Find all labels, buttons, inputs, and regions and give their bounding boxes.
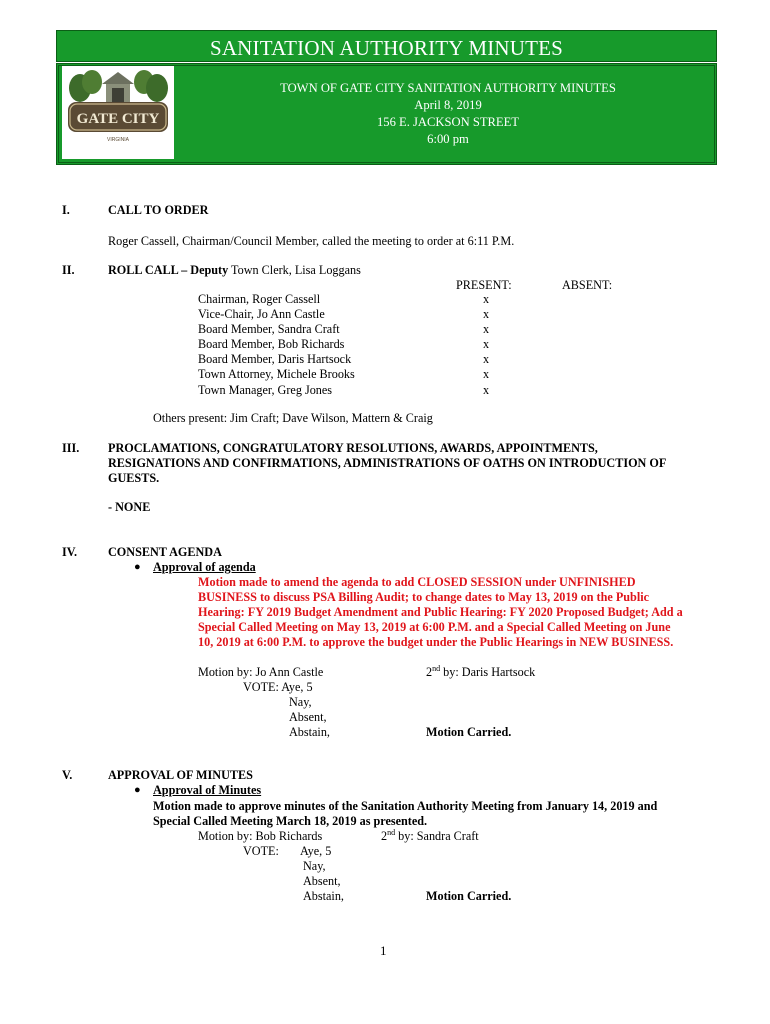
motion-line: Special Called Meeting March 18, 2019 as presented. — [153, 814, 428, 829]
present-mark: x — [483, 292, 490, 306]
vote-label: VOTE: — [243, 844, 279, 858]
motion-by: Motion by: Bob Richards — [198, 829, 323, 843]
bullet-icon: ● — [134, 561, 141, 573]
proclamations-heading — [108, 441, 666, 486]
meeting-time: 6:00 pm — [427, 132, 469, 146]
present-mark: x — [483, 382, 490, 397]
section-number: I. — [62, 203, 70, 217]
vote-nay: Nay, — [303, 859, 326, 873]
agenda-item: Approval of agenda — [153, 560, 256, 574]
section-number: V. — [62, 768, 73, 782]
vote-absent: Absent, — [289, 710, 327, 724]
member-name: Vice-Chair, Jo Ann Castle — [198, 307, 325, 322]
motion-line: Special Called Meeting on May 13, 2019 at 6:00 P.M. and a Special Called Meeting on June — [198, 620, 671, 635]
section-number: III. — [62, 441, 80, 455]
section-heading: APPROVAL OF MINUTES — [108, 768, 253, 782]
town-logo — [62, 66, 174, 159]
header-info — [180, 80, 716, 148]
roll-call-members — [198, 292, 355, 398]
bullet-icon: ● — [134, 784, 141, 796]
heading-line: PROCLAMATIONS, CONGRATULATORY RESOLUTIONS, AWARDS, APPOINTMENTS, — [108, 441, 598, 455]
meeting-address: 156 E. JACKSON STREET — [376, 115, 520, 129]
member-name: Chairman, Roger Cassell — [198, 292, 321, 306]
present-marks — [483, 292, 489, 398]
present-mark: x — [483, 352, 490, 367]
logo-wordmark: GATE CITY — [76, 111, 160, 127]
ordinal-suffix: nd — [432, 663, 441, 673]
call-to-order-text: Roger Cassell, Chairman/Council Member, called the meeting to order at 6:11 P.M. — [108, 234, 515, 248]
member-name: Town Attorney, Michele Brooks — [198, 367, 355, 382]
meeting-date: April 8, 2019 — [414, 98, 482, 112]
heading-line: GUESTS. — [108, 471, 160, 486]
page-number: 1 — [380, 943, 387, 958]
motion-result: Motion Carried. — [426, 725, 512, 739]
member-name: Board Member, Daris Hartsock — [198, 352, 352, 367]
heading-line: RESIGNATIONS AND CONFIRMATIONS, ADMINISTRATIONS OF OATHS ON INTRODUCTION OF — [108, 456, 667, 471]
gate-city-logo-icon — [62, 66, 174, 159]
motion-line: Motion made to amend the agenda to add CLOSED SESSION under UNFINISHED — [198, 575, 636, 589]
present-mark: x — [483, 337, 490, 352]
motion-result: Motion Carried. — [426, 889, 512, 903]
section-heading: CONSENT AGENDA — [108, 545, 222, 559]
section-number: IV. — [62, 545, 78, 559]
motion-line: 10, 2019 at 6:00 P.M. to approve the budget under the Public Hearings in NEW BUSINESS. — [198, 635, 674, 650]
motion-line: BUSINESS to discuss PSA Billing Audit; to change dates to May 13, 2019 on the Public — [198, 590, 650, 605]
vote-abstain: Abstain, — [303, 889, 344, 903]
vote-aye: Aye, 5 — [300, 844, 332, 858]
second-by: 2nd by: Daris Hartsock — [426, 663, 536, 679]
roll-call-clerk: Town Clerk, Lisa Loggans — [228, 263, 361, 277]
member-name: Board Member, Bob Richards — [198, 337, 345, 352]
vote-nay: Nay, — [289, 695, 312, 709]
header-line1: TOWN OF GATE CITY SANITATION AUTHORITY MINUTES — [280, 81, 616, 95]
absent-label: ABSENT: — [562, 278, 613, 292]
present-mark: x — [483, 322, 490, 337]
present-label: PRESENT: — [456, 278, 512, 292]
motion-line: Motion made to approve minutes of the Sanitation Authority Meeting from January 14, 2019 and — [153, 799, 658, 813]
others-present: Others present: Jim Craft; Dave Wilson, Mattern & Craig — [153, 411, 433, 425]
agenda-motion — [198, 575, 683, 650]
member-name: Board Member, Sandra Craft — [198, 322, 340, 337]
member-name: Town Manager, Greg Jones — [198, 382, 333, 397]
present-mark: x — [483, 367, 490, 382]
second-by: 2nd by: Sandra Craft — [381, 827, 479, 843]
section-number: II. — [62, 263, 75, 277]
proclamations-none: - NONE — [108, 500, 151, 514]
logo-subtext: VIRGINIA — [107, 137, 129, 143]
motion-line: Hearing: FY 2019 Budget Amendment and Public Hearing: FY 2020 Proposed Budget; Add a — [198, 605, 683, 620]
minutes-motion — [153, 799, 657, 829]
roll-call-heading-bold: ROLL CALL – Deputy — [108, 263, 229, 277]
minutes-item: Approval of Minutes — [153, 783, 262, 797]
present-mark: x — [483, 307, 490, 322]
vote-absent: Absent, — [303, 874, 341, 888]
document-title: SANITATION AUTHORITY MINUTES — [56, 30, 717, 62]
second-by-name: by: Sandra Craft — [395, 829, 479, 843]
roll-call-heading — [108, 263, 361, 278]
vote-abstain: Abstain, — [289, 725, 330, 739]
vote-aye: VOTE: Aye, 5 — [243, 680, 313, 694]
motion-by: Motion by: Jo Ann Castle — [198, 665, 324, 679]
ordinal-suffix: nd — [387, 827, 396, 837]
section-heading: CALL TO ORDER — [108, 203, 209, 217]
second-by-name: by: Daris Hartsock — [440, 665, 536, 679]
